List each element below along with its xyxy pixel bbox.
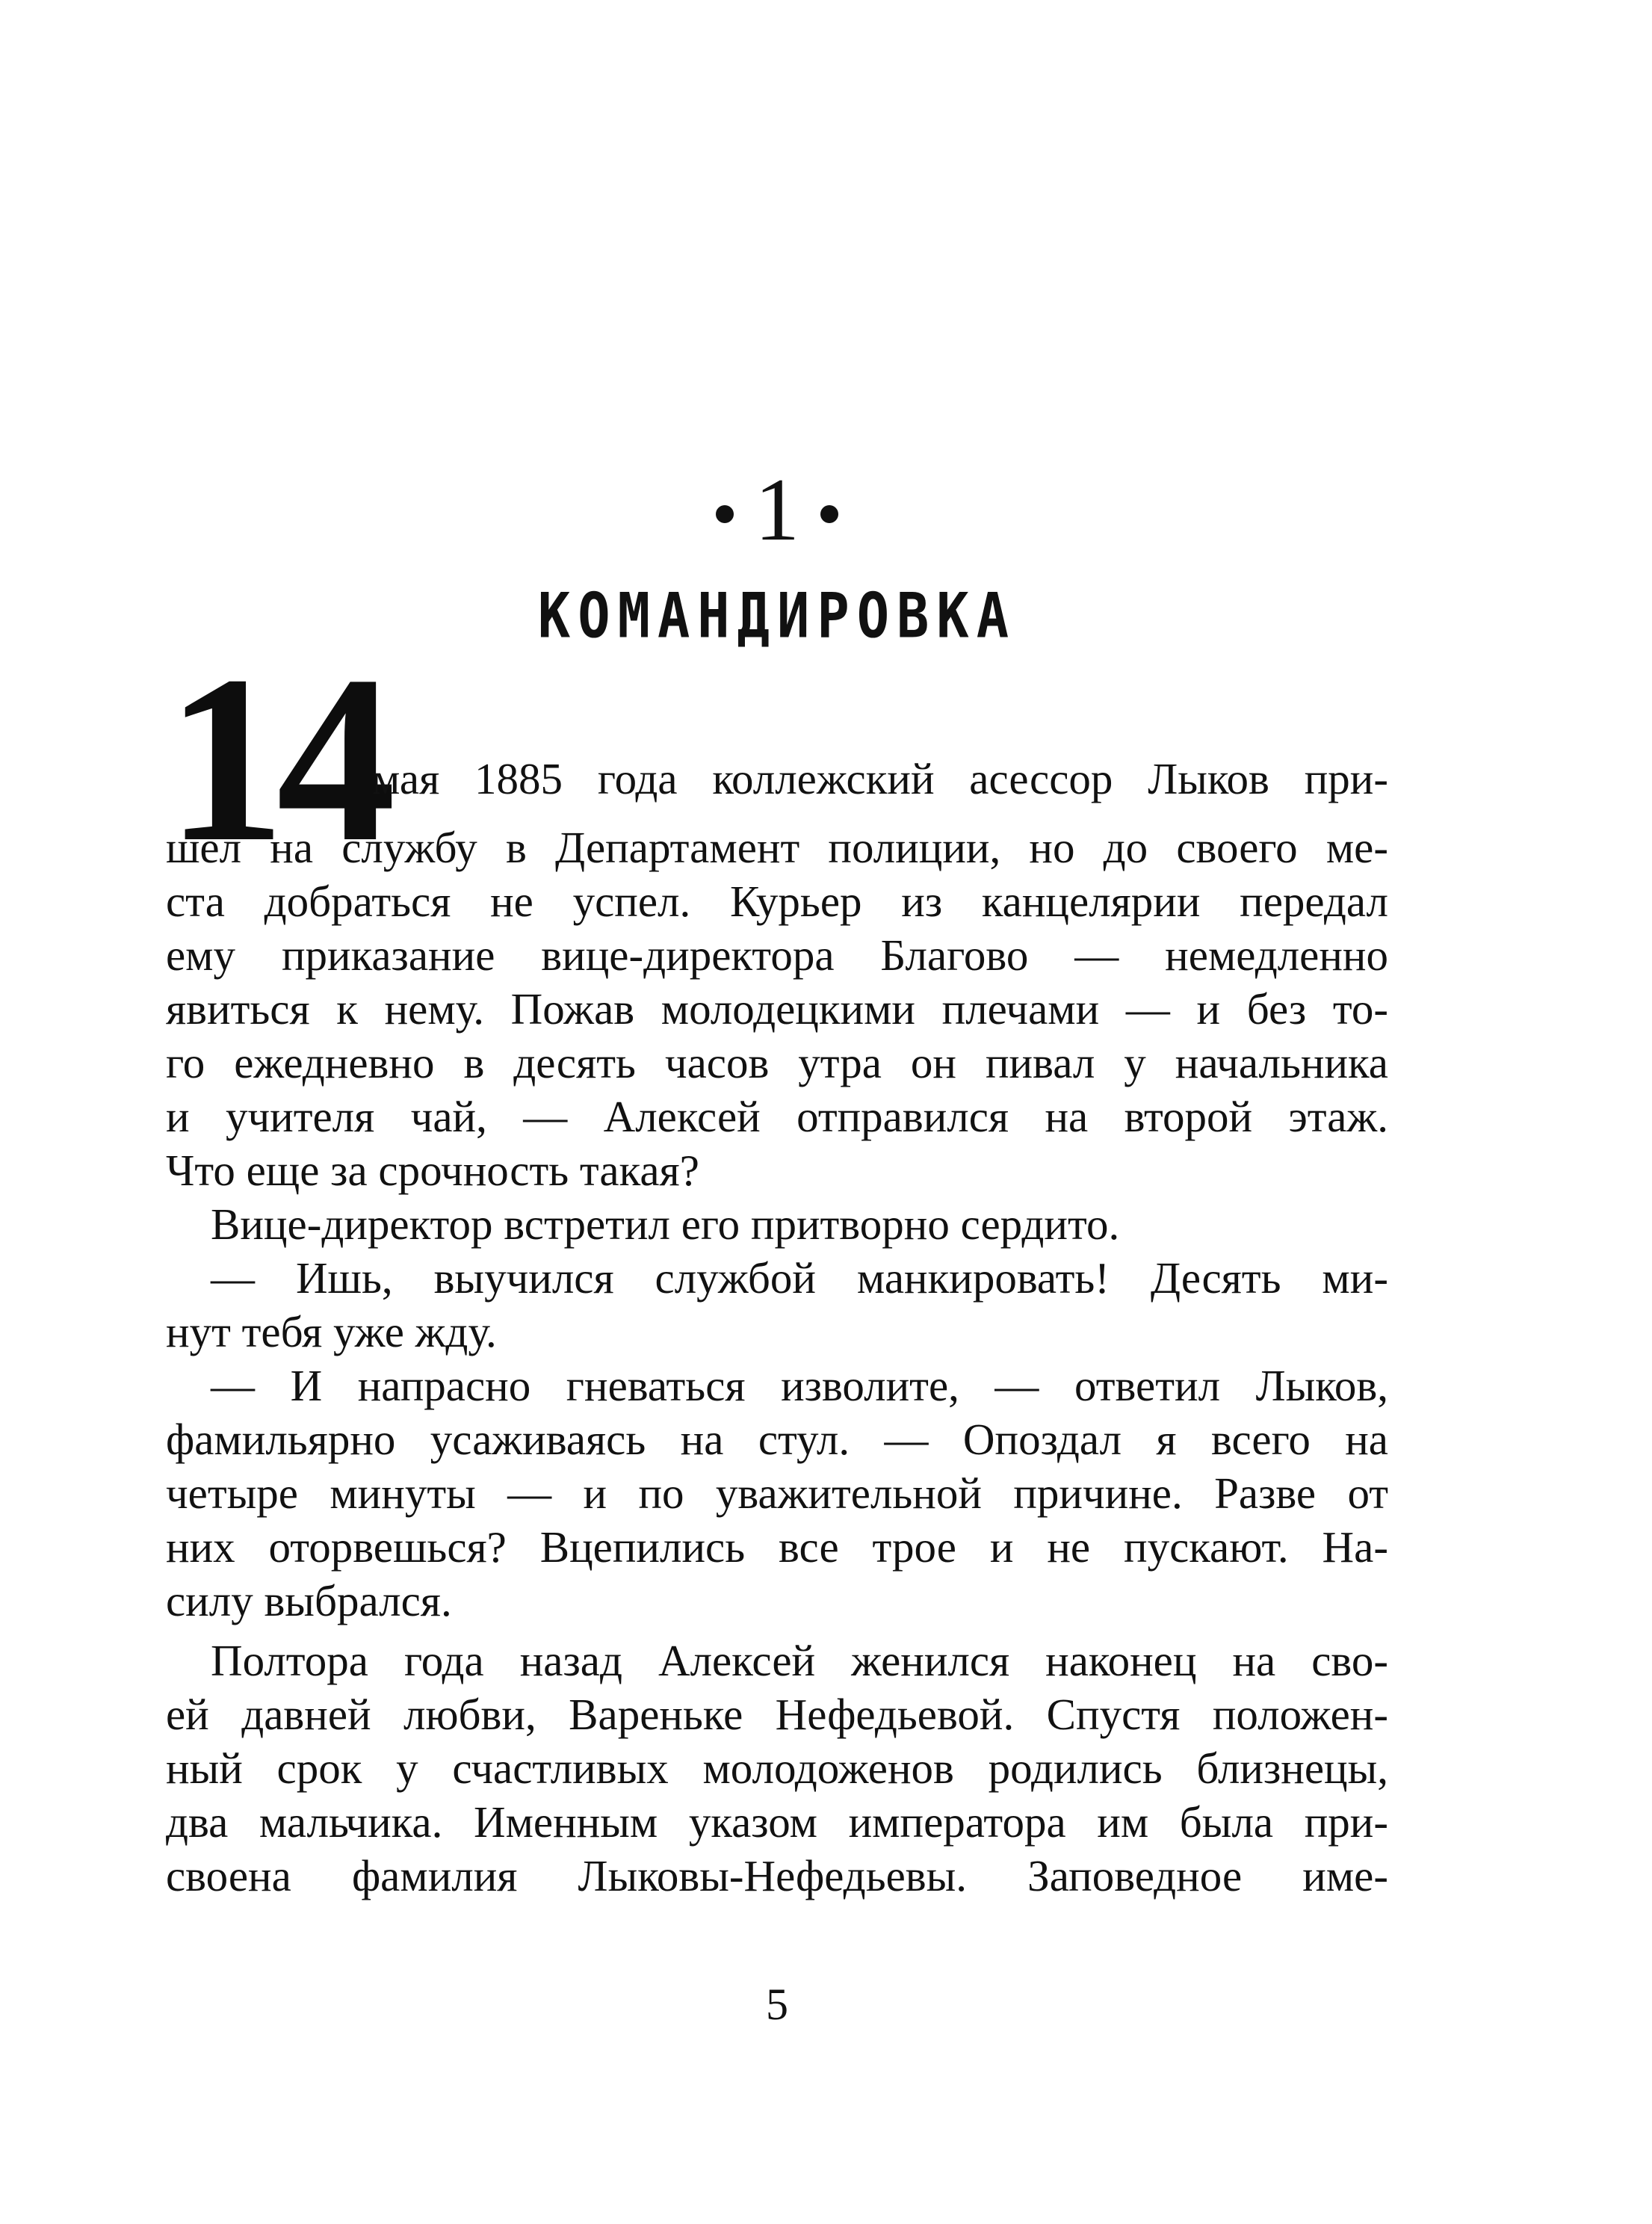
text-line: и учителя чай, — Алексей отправился на второй этаж. [166,1092,1388,1141]
text-line: ный срок у счастливых молодоженов родились близнецы, [166,1743,1388,1793]
drop-cap: 14 [166,627,387,892]
chapter-title: КОМАНДИРОВКА [537,579,1017,652]
text-line: нут тебя уже жду. [166,1307,497,1356]
bullet-right-icon [820,505,838,523]
text-line: — Ишь, выучился службой манкировать! Десять ми- [211,1253,1388,1303]
text-line: — И напрасно гневаться изволите, — ответил Лыков, [211,1361,1388,1410]
text-line: Что еще за срочность такая? [166,1146,699,1195]
text-line: своена фамилия Лыковы-Нефедьевы. Заповедное име- [166,1851,1388,1900]
text-line: го ежедневно в десять часов утра он пивал у начальника [166,1038,1388,1087]
chapter-number-text: 1 [755,460,799,559]
text-line: силу выбрался. [166,1576,452,1625]
page-number: 5 [766,1980,788,2029]
text-line: шел на службу в Департамент полиции, но до своего ме- [166,823,1388,872]
text-line: Вице-директор встретил его притворно сердито. [211,1199,1120,1249]
chapter-number [0,457,1554,562]
text-line: них оторвешься? Вцепились все трое и не пускают. На- [166,1522,1388,1572]
text-line: ей давней любви, Вареньке Нефедьевой. Спустя положен- [166,1690,1388,1739]
text-line: четыре минуты — и по уважительной причине. Разве от [166,1468,1388,1518]
text-line: ста добраться не успел. Курьер из канцелярии передал [166,877,1388,926]
text-line: явиться к нему. Пожав молодецкими плечами — и без то- [166,984,1388,1034]
text-line: фамильярно усаживаясь на стул. — Опоздал я всего на [166,1415,1388,1464]
bullet-left-icon [716,505,734,523]
text-line: ему приказание вице-директора Благово — немедленно [166,930,1388,980]
text-line: два мальчика. Именным указом императора им была при- [166,1797,1388,1847]
text-line: Полтора года назад Алексей женился наконец на сво- [211,1636,1388,1685]
text-line: мая 1885 года коллежский асессор Лыков при- [372,754,1388,803]
